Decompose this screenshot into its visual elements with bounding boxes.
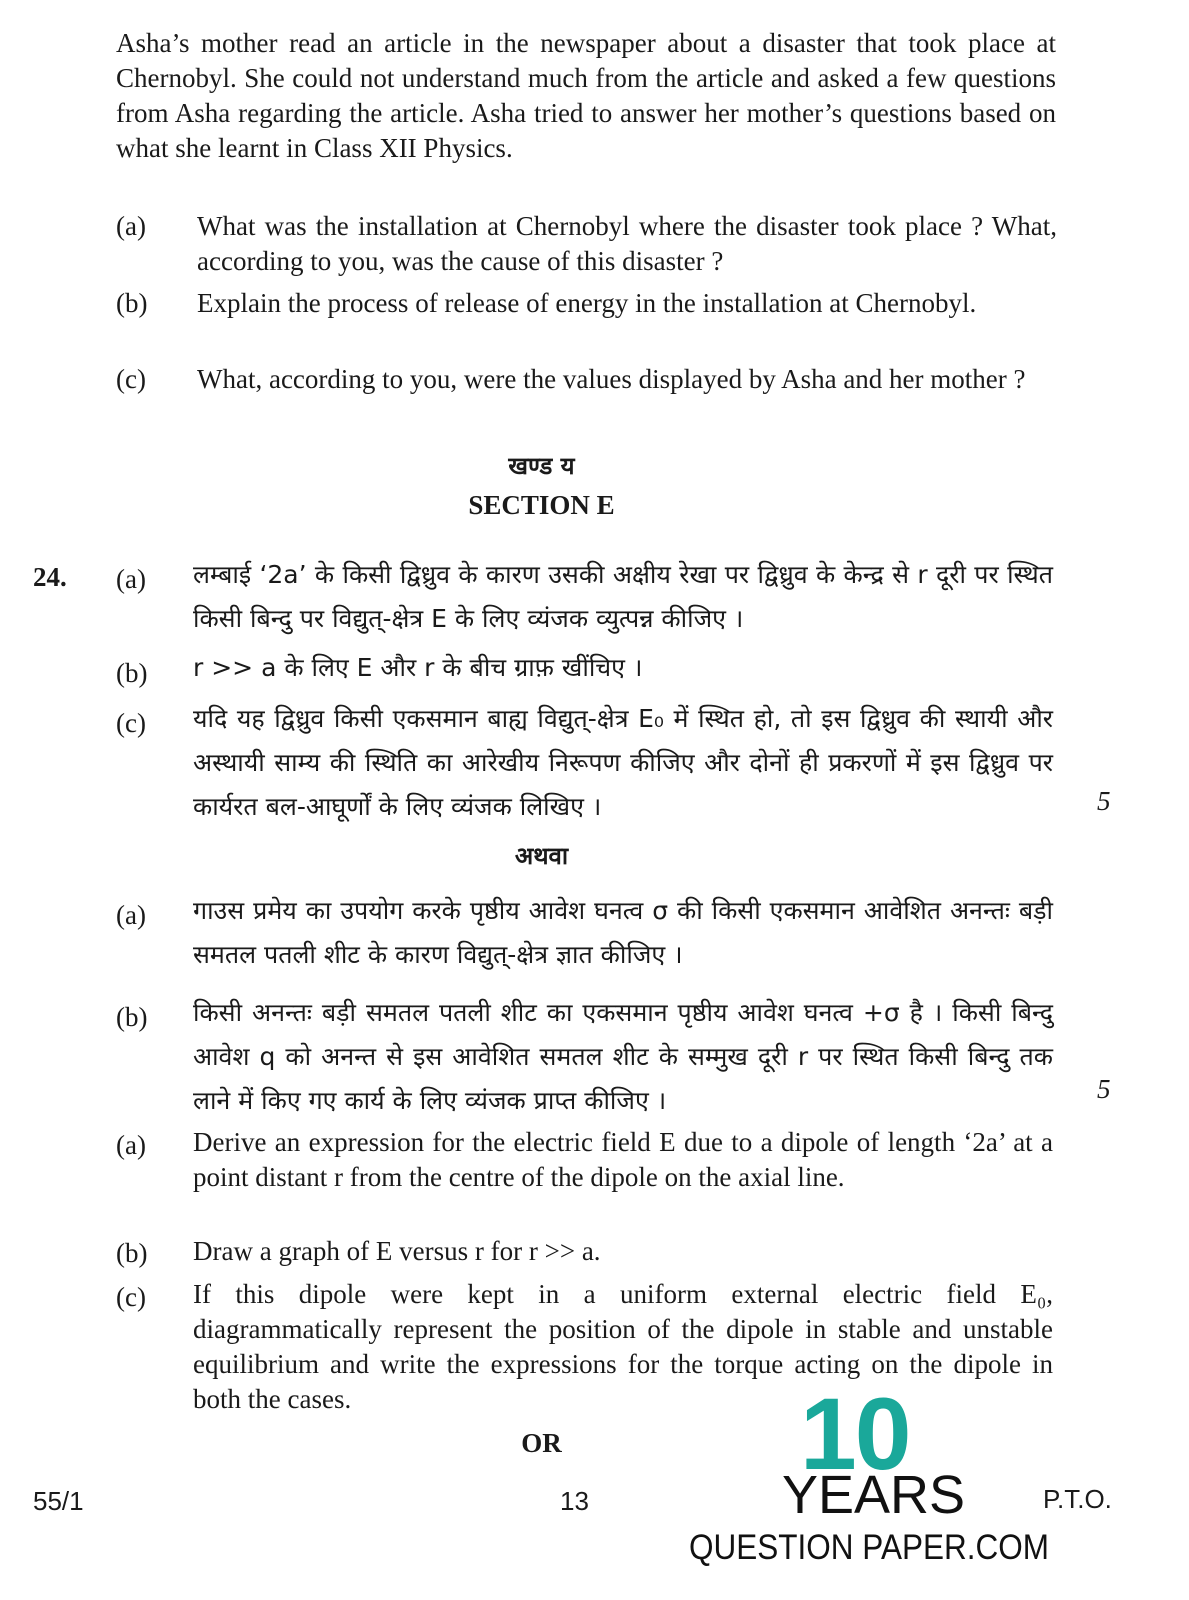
or-hindi: अथवा <box>514 842 569 870</box>
q24-en-a-text: Derive an expression for the electric field E due to a dipole of length ‘2a’ at a point distant r from the centre of the dipole on the axial line. <box>193 1127 1053 1192</box>
pto-label: P.T.O. <box>1043 1484 1112 1514</box>
section-title-hindi: खण्ड य <box>508 452 575 480</box>
watermark-years: YEARS <box>782 1465 966 1525</box>
marks-label: 5 <box>1097 1074 1111 1104</box>
intro-paragraph: Asha’s mother read an article in the newspaper about a disaster that took place at Chernobyl. She could not understand much from the article and asked a few questions from Asha regarding the article. Asha tried to answer her mother’s questions based on what she learnt in Class XII Physics. <box>116 28 1056 163</box>
watermark-site: QUESTION PAPER.COM <box>689 1528 1049 1567</box>
page-number: 13 <box>560 1486 589 1516</box>
q24-hi-c-text: यदि यह द्विध्रुव किसी एकसमान बाह्य विद्युत्-क्षेत्र E₀ में स्थित हो, तो इस द्विध्रुव की स्थायी और अस्थायी साम्य की स्थिति का आरेखीय निरूपण कीजिए और दोनों ही प्रकरणों में इस द्विध्रुव पर कार्यरत बल-आघूर्णों के लिए व्यंजक लिखिए । <box>193 704 1053 821</box>
marks-label: 5 <box>1097 786 1111 816</box>
q24-en-b-text: Draw a graph of E versus r for r >> a. <box>193 1236 601 1266</box>
q24-hi-c-label: (c) <box>116 708 146 738</box>
question-number: 24. <box>33 562 67 592</box>
or-label: OR <box>521 1428 562 1458</box>
q23-c-text: What, according to you, were the values displayed by Asha and her mother ? <box>197 364 1026 394</box>
q23-b-label: (b) <box>116 288 148 318</box>
q23-a-text: What was the installation at Chernobyl where the disaster took place ? What, according to you, was the cause of this disaster ? <box>197 211 1057 276</box>
watermark-number: 10 <box>800 1377 910 1491</box>
q24-hi-b-label: (b) <box>116 658 148 688</box>
q23-b-text: Explain the process of release of energy in the installation at Chernobyl. <box>197 288 977 318</box>
q24-or-a-text: गाउस प्रमेय का उपयोग करके पृष्ठीय आवेश घनत्व σ की किसी एकसमान आवेशित अनन्तः बड़ी समतल पतली शीट के कारण विद्युत्-क्षेत्र ज्ञात कीजिए । <box>193 896 1053 969</box>
section-title: SECTION E <box>468 490 615 520</box>
q24-en-b-label: (b) <box>116 1238 148 1268</box>
q24-hi-a-text: लम्बाई ‘2a’ के किसी द्विध्रुव के कारण उसकी अक्षीय रेखा पर द्विध्रुव के केन्द्र से r दूरी पर स्थित किसी बिन्दु पर विद्युत्-क्षेत्र E के लिए व्यंजक व्युत्पन्न कीजिए । <box>193 560 1053 633</box>
q23-a-label: (a) <box>116 211 146 241</box>
q24-hi-b-text: r >> a के लिए E और r के बीच ग्राफ़ खींचिए । <box>193 653 643 682</box>
paper-code: 55/1 <box>33 1486 84 1516</box>
q24-or-b-text: किसी अनन्तः बड़ी समतल पतली शीट का एकसमान पृष्ठीय आवेश घनत्व +σ है । किसी बिन्दु आवेश q को अनन्त से इस आवेशित समतल शीट के सम्मुख दूरी r पर स्थित किसी बिन्दु तक लाने में किए गए कार्य के लिए व्यंजक प्राप्त कीजिए । <box>193 998 1053 1115</box>
q24-en-a-label: (a) <box>116 1130 146 1160</box>
q24-hi-a-label: (a) <box>116 564 146 594</box>
q24-or-a-label: (a) <box>116 900 146 930</box>
q24-en-c-text: If this dipole were kept in a uniform external electric field E₀, diagrammatically represent the position of the dipole in stable and unstable equilibrium and write the expressions for the torque acting on the dipole in both the cases. <box>193 1279 1053 1414</box>
q24-or-b-label: (b) <box>116 1002 148 1032</box>
q24-en-c-label: (c) <box>116 1282 146 1312</box>
q23-c-label: (c) <box>116 364 146 394</box>
